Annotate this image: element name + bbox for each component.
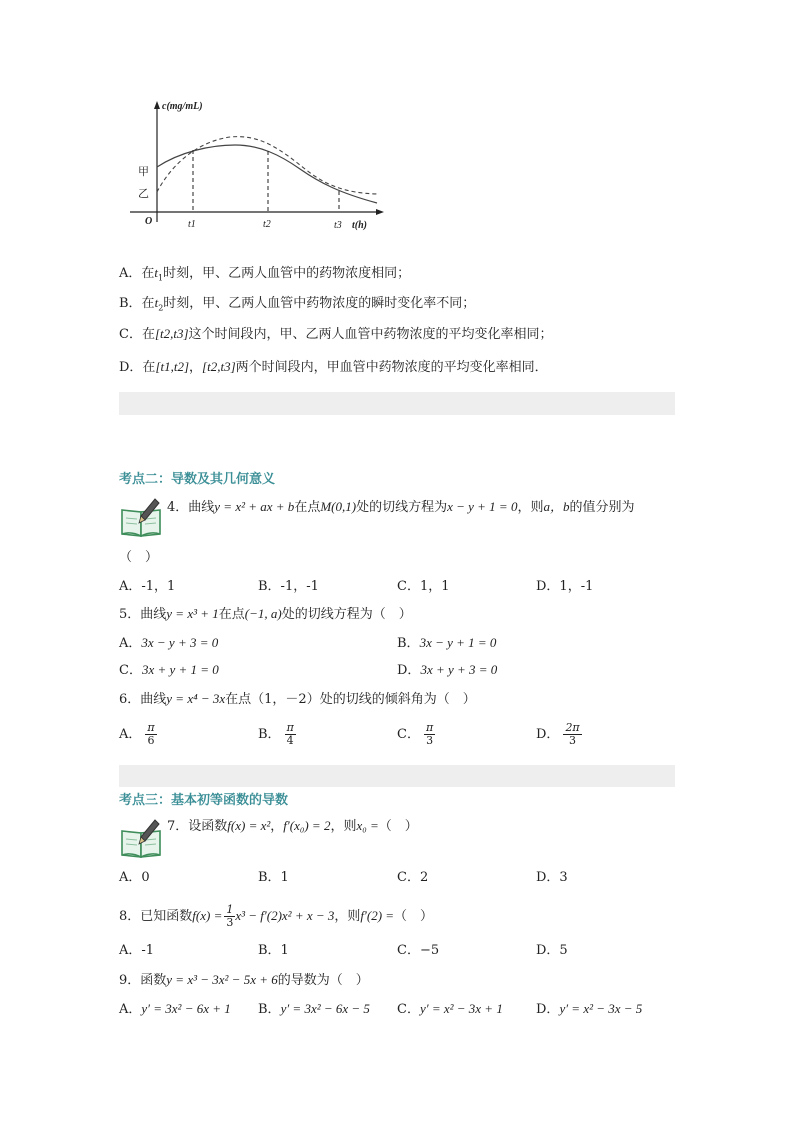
q7-option-a: A．0: [119, 870, 150, 885]
q8-option-a: A．-1: [119, 943, 155, 958]
q9-option-a: A．y′ = 3x² − 6x + 1: [119, 1001, 231, 1017]
section-title-2: 考点二：导数及其几何意义: [119, 472, 276, 487]
q5-option-d: D．3x + y + 3 = 0: [397, 662, 498, 678]
yi-label: 乙: [138, 187, 149, 200]
q7-option-d: D．3: [536, 870, 568, 885]
q4-option-c: C．1，1: [397, 579, 450, 594]
q6-option-b: B． $\frac{\pi}{4}$: [258, 721, 294, 747]
x-axis-label: t(h): [352, 220, 367, 231]
q9-option-c: C．y′ = x² − 3x + 1: [397, 1001, 503, 1017]
q6-option-a: A． $\frac{\pi}{6}$: [119, 721, 155, 747]
separator-band-2: [119, 765, 675, 787]
separator-band: [119, 392, 675, 415]
t3-label: t3: [334, 220, 342, 231]
t2-label: t2: [263, 219, 271, 230]
q9-option-d: D．y′ = x² − 3x − 5: [536, 1001, 643, 1017]
question-4-paren: （ ）: [119, 550, 159, 565]
q3-option-b: B．在$t_2$时刻，甲、乙两人血管中药物浓度的瞬时变化率不同；: [119, 295, 476, 313]
question-6: 6．曲线y = x⁴ − 3x在点（1，－2）处的切线的倾斜角为（ ）: [119, 691, 476, 707]
q5-option-c: C．3x + y + 1 = 0: [119, 662, 219, 678]
book-pencil-icon: [119, 817, 165, 859]
book-pencil-icon: [119, 496, 165, 538]
y-axis-arrow: [154, 101, 160, 109]
q6-option-d: D． $\frac{2\pi}{3}$: [536, 721, 580, 747]
section-title-3: 考点三：基本初等函数的导数: [119, 793, 289, 808]
q4-option-d: D．1，-1: [536, 579, 594, 594]
question-4: 4．曲线y = x² + ax + b在点M(0,1)处的切线方程为x − y + 1 = 0，则a，b的值分别为: [167, 499, 635, 515]
origin-label: O: [145, 216, 153, 227]
x-axis-arrow: [376, 209, 384, 215]
concentration-graph: [125, 97, 390, 237]
q6-option-c: C． $\frac{\pi}{3}$: [397, 721, 434, 747]
q8-option-d: D．5: [536, 943, 568, 958]
y-axis-label: c(mg/mL): [162, 101, 203, 112]
q3-option-a: A．在$t_1$时刻，甲、乙两人血管中的药物浓度相同；: [119, 265, 411, 283]
q4-option-a: A．-1，1: [119, 579, 176, 594]
jia-label: 甲: [138, 165, 149, 178]
q7-option-b: B．1: [258, 870, 289, 885]
q7-option-c: C．2: [397, 870, 429, 885]
q8-option-c: C．−5: [397, 943, 440, 958]
q5-option-a: A．3x − y + 3 = 0: [119, 635, 219, 651]
q3-option-c: C．在[t2,t3]这个时间段内，甲、乙两人血管中药物浓度的平均变化率相同；: [119, 326, 553, 342]
q4-option-b: B．-1，-1: [258, 579, 319, 594]
question-5: 5．曲线y = x³ + 1在点(−1, a)处的切线方程为（ ）: [119, 606, 412, 622]
question-9: 9．函数y = x³ − 3x² − 5x + 6的导数为（ ）: [119, 972, 369, 988]
q8-option-b: B．1: [258, 943, 289, 958]
t1-label: t1: [188, 219, 196, 230]
q9-option-b: B．y′ = 3x² − 6x − 5: [258, 1001, 370, 1017]
curve-yi: [157, 137, 377, 194]
q5-option-b: B．3x − y + 1 = 0: [397, 635, 497, 651]
question-7: 7．设函数f(x) = x²，f′(x₀) = 2，则x₀ =（ ）: [167, 818, 418, 834]
q3-option-d: D．在[t1,t2]，[t2,t3]两个时间段内，甲血管中药物浓度的平均变化率相同．: [119, 359, 548, 375]
question-8: 8．已知函数f(x) = $\frac{1}{3}$ x³ − f′(2)x² + x − 3，则f′(2) =（ ）: [119, 903, 434, 929]
